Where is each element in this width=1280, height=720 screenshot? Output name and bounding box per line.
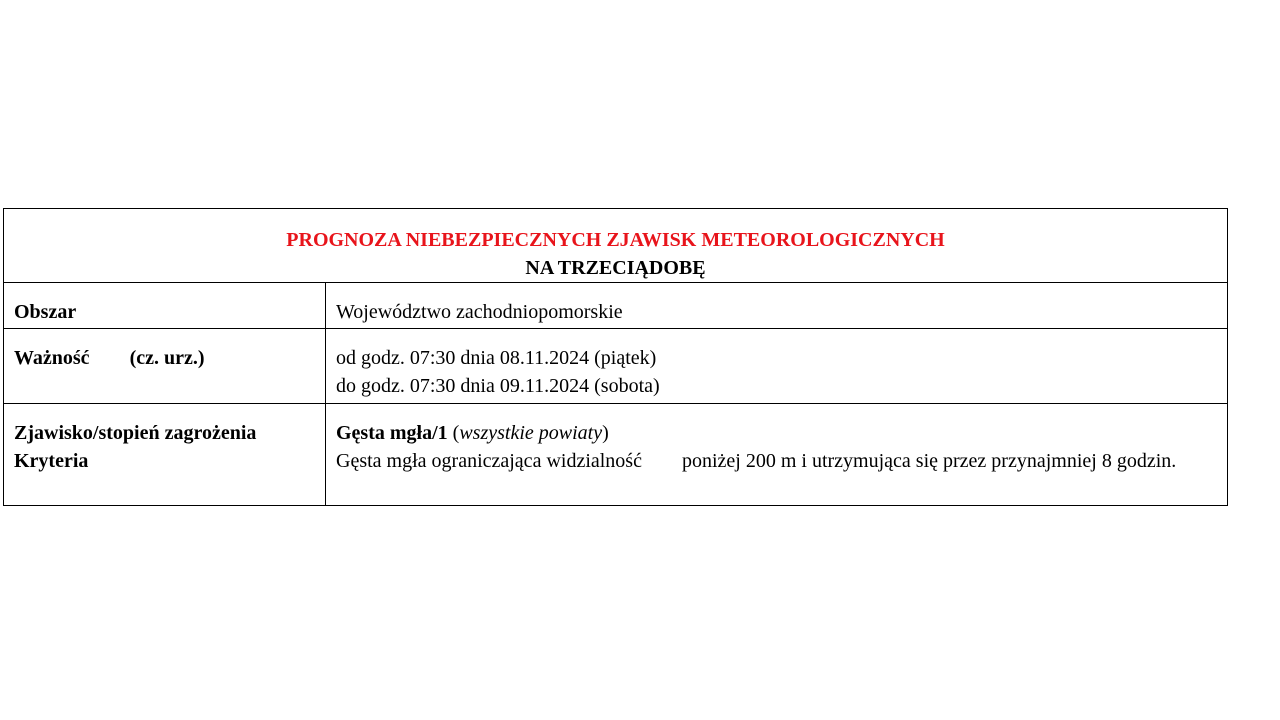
validity-from: od godz. 07:30 dnia 08.11.2024 (piątek)	[336, 347, 657, 369]
phenomenon-label-line1: Zjawisko/stopień zagrożenia	[14, 422, 257, 444]
phenomenon-name: Gęsta mgła/1	[336, 422, 448, 444]
phenomenon-scope: wszystkie powiaty	[459, 422, 603, 444]
warning-table	[3, 208, 1228, 506]
validity-label	[4, 329, 326, 403]
validity-to: do godz. 07:30 dnia 09.11.2024 (sobota)	[336, 375, 660, 397]
phenomenon-heading	[336, 419, 1207, 447]
phenomenon-scope-close: )	[602, 422, 609, 444]
validity-label-note: (cz. urz.)	[129, 347, 205, 369]
criteria-part2: poniżej 200 m i utrzymująca się przez przynajmniej 8 godzin.	[681, 450, 1177, 472]
row-validity	[4, 329, 1227, 404]
row-area	[4, 283, 1227, 329]
phenomenon-scope-open: (	[447, 422, 460, 444]
validity-label-main: Ważność	[14, 347, 90, 369]
validity-value	[326, 329, 1227, 403]
phenomenon-label	[4, 404, 326, 505]
title-line-2: NA TRZECIĄDOBĘ	[525, 257, 706, 279]
area-label: Obszar	[4, 283, 326, 328]
row-phenomenon	[4, 404, 1227, 505]
phenomenon-criteria	[336, 447, 1207, 475]
phenomenon-value	[326, 404, 1227, 505]
criteria-part1: Gęsta mgła ograniczająca widzialność	[336, 450, 642, 472]
table-title	[4, 209, 1227, 283]
title-line-1: PROGNOZA NIEBEZPIECZNYCH ZJAWISK METEOROLOGICZNYCH	[286, 229, 945, 251]
area-value: Województwo zachodniopomorskie	[336, 301, 623, 323]
phenomenon-label-line2: Kryteria	[14, 450, 89, 472]
